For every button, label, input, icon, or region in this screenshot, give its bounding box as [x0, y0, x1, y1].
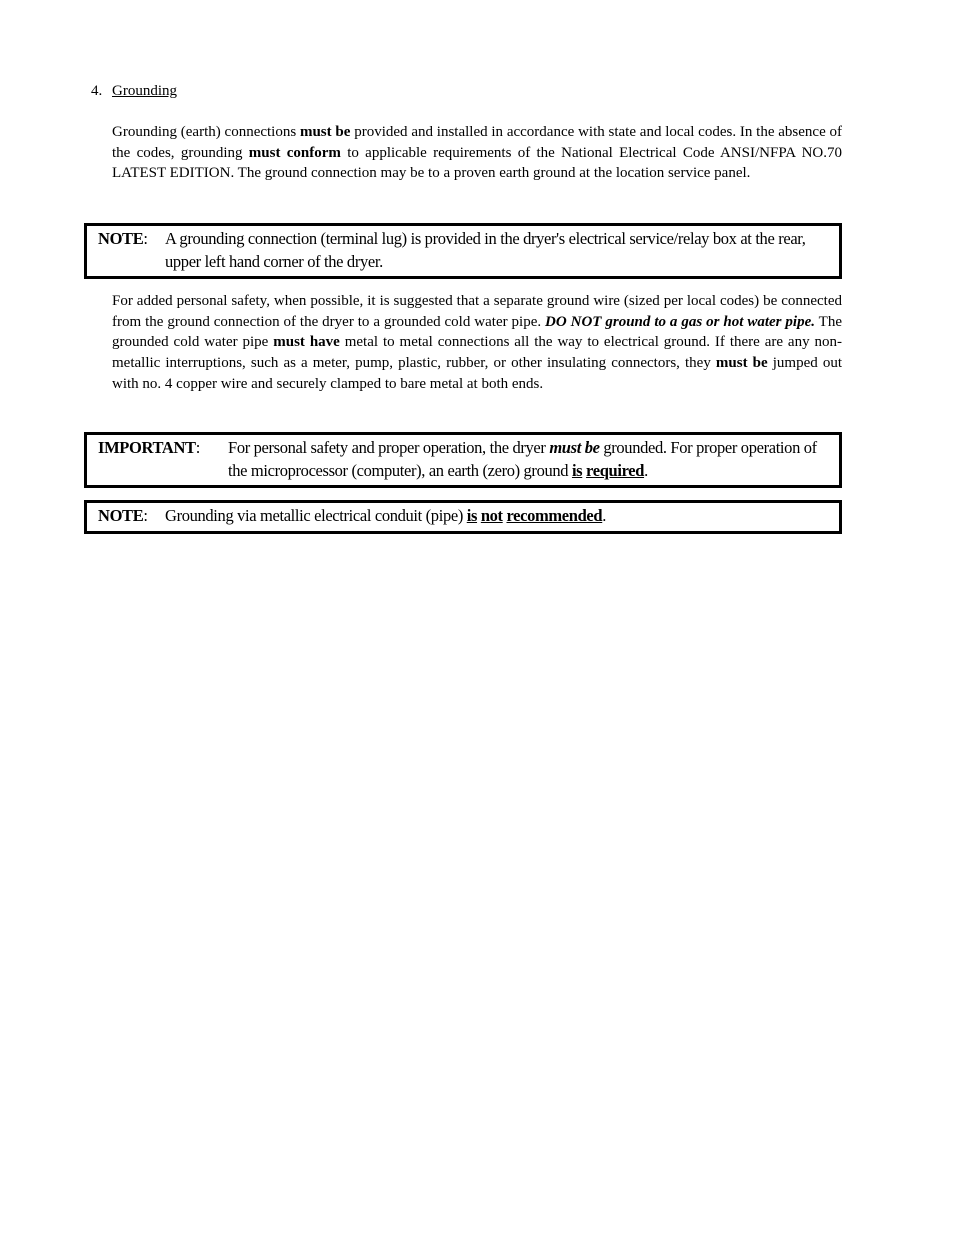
text-run: Grounding (earth) connections [112, 124, 300, 140]
grounding-requirements-paragraph [112, 122, 842, 184]
emphasis-must-be: must be [715, 355, 768, 372]
separate-ground-wire-paragraph [112, 291, 842, 395]
note-label: NOTE: [98, 229, 148, 248]
emphasis-recommended: recommended [506, 506, 603, 525]
emphasis-required: required [586, 460, 645, 480]
emphasis-must-be: must be [549, 438, 600, 457]
section-title: Grounding [112, 83, 177, 99]
text-run: The grounded cold water pipe [112, 313, 842, 351]
text-run: metal to metal connections all the way to electrical ground. If there are any non-metallic interruptions, such as a meter, pump, plastic, rubber, or other insulating connectors, they [112, 334, 842, 372]
emphasis-not: not [480, 506, 503, 525]
text-run: provided and installed in accordance with state and local codes. In the absence of the codes, grounding [112, 124, 843, 161]
note-text: A grounding connection (terminal lug) is provided in the dryer's electrical service/relay box at the rear, upper left hand corner of the dryer. [165, 229, 806, 271]
important-label: IMPORTANT: [98, 438, 200, 457]
text-run: For added personal safety, when possible, it is suggested that a separate ground wire (sized per local codes) be connected from the ground connection of the dryer to a grounded cold water pipe. [112, 293, 842, 330]
note-box-terminal-lug [84, 223, 842, 279]
important-text: For personal safety and proper operation, the dryer must be grounded. For proper operation of the microprocessor (computer), an earth (zero) ground is required. [228, 438, 817, 480]
text-run: jumped out with no. 4 copper wire and securely clamped to bare metal at both ends. [112, 355, 842, 392]
important-box [84, 432, 842, 488]
section-heading [91, 81, 177, 101]
section-number: 4. [91, 83, 103, 99]
warning-do-not-ground: DO NOT ground to a gas or hot water pipe. [545, 313, 816, 330]
note-box-conduit [84, 500, 842, 534]
emphasis-must-have: must have [273, 334, 340, 351]
note-text: Grounding via metallic electrical conduit (pipe) is not recommended. [165, 506, 607, 525]
emphasis-is: is [571, 460, 583, 480]
emphasis-must-be: must be [299, 124, 351, 140]
text-run: to applicable requirements of the National Electrical Code ANSI/NFPA NO.70 LATEST EDITION. The ground connection may be to a proven earth ground at the location service panel. [112, 144, 842, 182]
emphasis-is: is [466, 506, 478, 525]
emphasis-must-conform: must conform [248, 144, 341, 161]
note-label: NOTE: [98, 506, 148, 525]
